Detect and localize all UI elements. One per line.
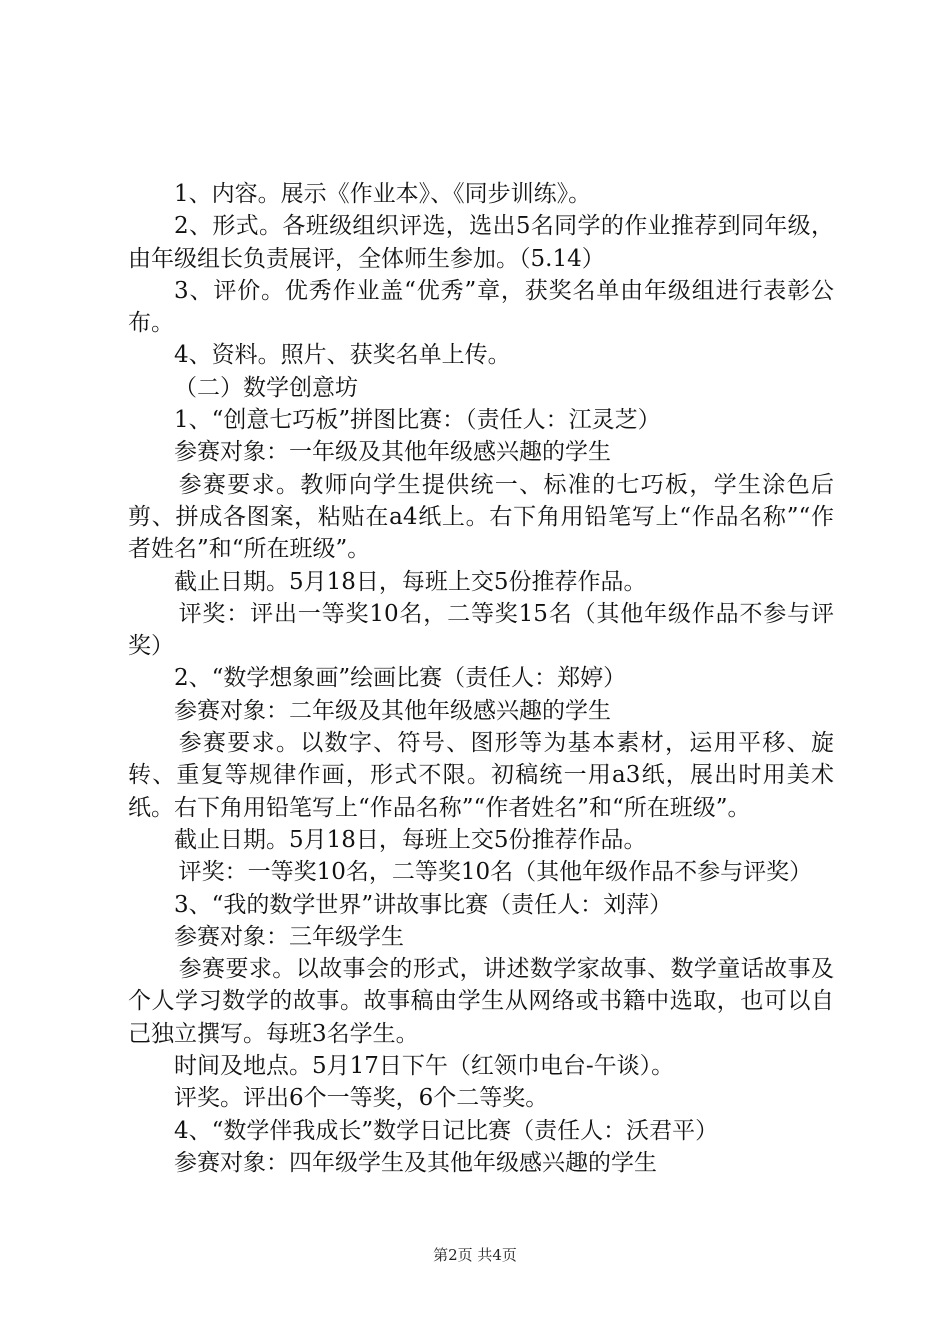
paragraph: 参赛对象：一年级及其他年级感兴趣的学生 <box>174 439 611 466</box>
document-body <box>128 178 834 1179</box>
paragraph: 参赛要求。以数字、符号、图形等为基本素材，运用平移、旋转、重复等规律作画，形式不限。初稿统一用a3纸，展出时用美术纸。右下角用铅笔写上“作品名称”“作者姓名”和“所在班级”。 <box>128 730 834 821</box>
paragraph: 1、内容。展示《作业本》、《同步训练》。 <box>174 181 592 207</box>
paragraph: 时间及地点。5月17日下午（红领巾电台-午谈）。 <box>174 1053 675 1080</box>
paragraph: 参赛要求。教师向学生提供统一、标准的七巧板，学生涂色后剪、拼成各图案，粘贴在a4纸上。右下角用铅笔写上“作品名称”“作者姓名”和“所在班级”。 <box>128 471 834 563</box>
paragraph: 参赛要求。以故事会的形式，讲述数学家故事、数学童话故事及个人学习数学的故事。故事稿由学生从网络或书籍中选取，也可以自己独立撰写。每班3名学生。 <box>128 956 834 1047</box>
paragraph: 截止日期。5月18日，每班上交5份推荐作品。 <box>174 826 647 853</box>
section-heading: （二）数学创意坊 <box>174 374 358 401</box>
paragraph: 参赛对象：四年级学生及其他年级感兴趣的学生 <box>174 1149 657 1176</box>
paragraph: 评奖：一等奖10名，二等奖10名（其他年级作品不参与评奖） <box>178 859 813 886</box>
paragraph: 截止日期。5月18日，每班上交5份推荐作品。 <box>174 568 647 595</box>
paragraph: 2、形式。各班级组织评选，选出5名同学的作业推荐到同年级，由年级组长负责展评，全体师生参加。（5.14） <box>128 213 834 272</box>
paragraph: 评奖：评出一等奖10名，二等奖15名（其他年级作品不参与评奖） <box>128 600 834 660</box>
paragraph: 3、“我的数学世界”讲故事比赛（责任人：刘萍） <box>174 891 673 918</box>
page-footer: 第2页 共4页 <box>433 1246 517 1264</box>
paragraph: 参赛对象：三年级学生 <box>174 923 404 950</box>
paragraph: 3、评价。优秀作业盖“优秀”章，获奖名单由年级组进行表彰公布。 <box>128 277 834 337</box>
paragraph: 4、“数学伴我成长”数学日记比赛（责任人：沃君平） <box>174 1117 719 1144</box>
paragraph: 2、“数学想象画”绘画比赛（责任人：郑婷） <box>174 665 627 692</box>
paragraph: 1、“创意七巧板”拼图比赛：（责任人：江灵芝） <box>174 407 661 434</box>
paragraph: 评奖。评出6个一等奖，6个二等奖。 <box>174 1085 549 1112</box>
paragraph: 4、资料。照片、获奖名单上传。 <box>174 342 511 369</box>
paragraph: 参赛对象：二年级及其他年级感兴趣的学生 <box>174 697 611 724</box>
